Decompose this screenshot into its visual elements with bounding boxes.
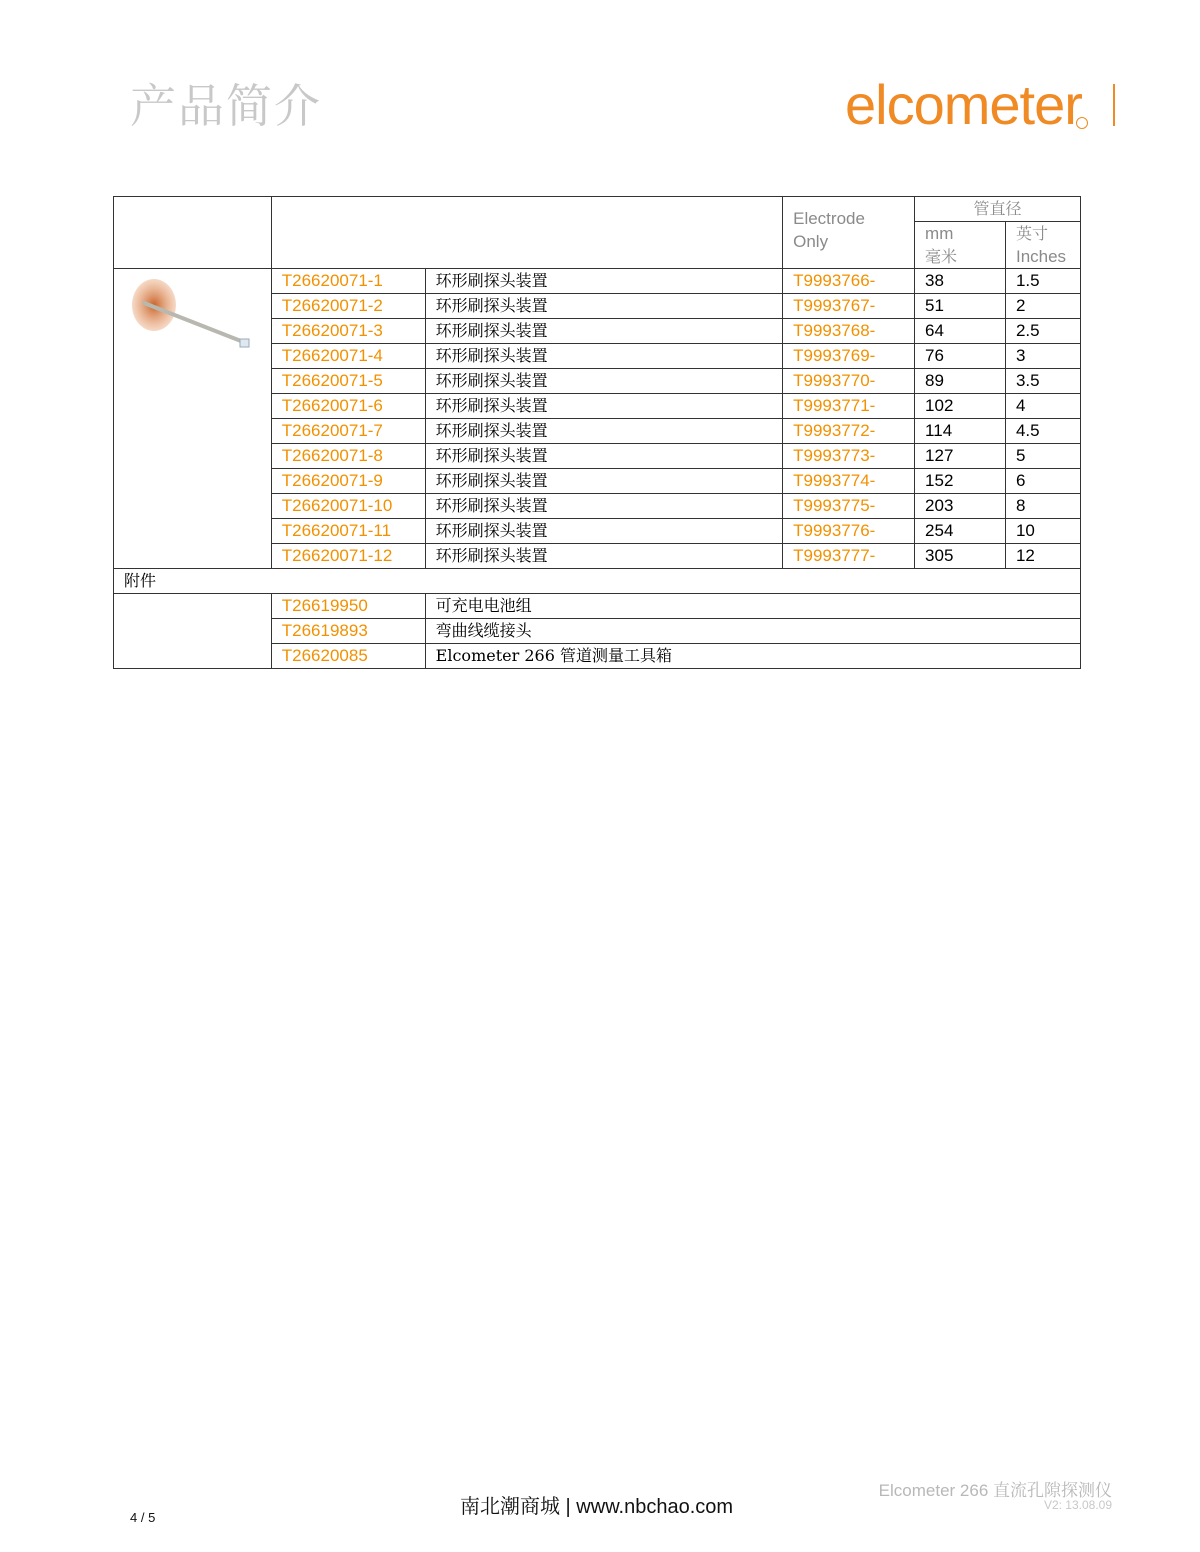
table-row xyxy=(114,269,1081,294)
accessory-part-number: T26620085 xyxy=(271,644,425,669)
electrode-number: T9993772- xyxy=(783,419,915,444)
diameter-mm: 127 xyxy=(915,444,1006,469)
diameter-inches: 2.5 xyxy=(1005,319,1080,344)
header-pipe-diameter: 管直径 xyxy=(915,197,1081,222)
diameter-inches: 12 xyxy=(1005,544,1080,569)
electrode-number: T9993771- xyxy=(783,394,915,419)
part-number: T26620071-6 xyxy=(271,394,425,419)
part-description: 环形刷探头装置 xyxy=(425,269,782,294)
accessories-heading: 附件 xyxy=(114,569,1081,594)
part-description: 环形刷探头装置 xyxy=(425,469,782,494)
accessory-rows xyxy=(114,594,1081,669)
accessory-row xyxy=(114,594,1081,619)
diameter-inches: 4 xyxy=(1005,394,1080,419)
header-inches-cn: 英寸 xyxy=(1015,224,1048,243)
diameter-mm: 51 xyxy=(915,294,1006,319)
part-description: 环形刷探头装置 xyxy=(425,294,782,319)
header-inches xyxy=(1005,222,1080,269)
diameter-inches: 2 xyxy=(1005,294,1080,319)
diameter-inches: 6 xyxy=(1005,469,1080,494)
accessory-description: 可充电电池组 xyxy=(425,594,1080,619)
diameter-mm: 254 xyxy=(915,519,1006,544)
logo-bar xyxy=(1113,84,1115,126)
diameter-mm: 76 xyxy=(915,344,1006,369)
ring-brush-probe-icon xyxy=(124,275,254,355)
part-number: T26620071-1 xyxy=(271,269,425,294)
electrode-number: T9993777- xyxy=(783,544,915,569)
part-description: 环形刷探头装置 xyxy=(425,319,782,344)
electrode-number: T9993770- xyxy=(783,369,915,394)
header-blank-desc-col xyxy=(271,197,782,269)
part-description: 环形刷探头装置 xyxy=(425,369,782,394)
accessory-part-number: T26619950 xyxy=(271,594,425,619)
diameter-inches: 8 xyxy=(1005,494,1080,519)
accessory-description: 弯曲线缆接头 xyxy=(425,619,1080,644)
part-number: T26620071-2 xyxy=(271,294,425,319)
diameter-inches: 5 xyxy=(1005,444,1080,469)
part-description: 环形刷探头装置 xyxy=(425,544,782,569)
header-electrode-only: Electrode Only xyxy=(783,197,915,269)
part-number: T26620071-11 xyxy=(271,519,425,544)
electrode-number: T9993775- xyxy=(783,494,915,519)
diameter-mm: 89 xyxy=(915,369,1006,394)
electrode-number: T9993767- xyxy=(783,294,915,319)
product-image xyxy=(114,269,272,569)
part-number: T26620071-8 xyxy=(271,444,425,469)
accessories-heading-row xyxy=(114,569,1081,594)
part-description: 环形刷探头装置 xyxy=(425,394,782,419)
diameter-mm: 114 xyxy=(915,419,1006,444)
diameter-inches: 3 xyxy=(1005,344,1080,369)
electrode-number: T9993766- xyxy=(783,269,915,294)
part-description: 环形刷探头装置 xyxy=(425,444,782,469)
electrode-number: T9993774- xyxy=(783,469,915,494)
electrode-number: T9993768- xyxy=(783,319,915,344)
part-number: T26620071-12 xyxy=(271,544,425,569)
electrode-number: T9993773- xyxy=(783,444,915,469)
diameter-inches: 10 xyxy=(1005,519,1080,544)
diameter-mm: 305 xyxy=(915,544,1006,569)
header-blank-image-col xyxy=(114,197,272,269)
accessory-part-number: T26619893 xyxy=(271,619,425,644)
elcometer-logo xyxy=(845,72,1088,137)
footer-site: 南北潮商城 | www.nbchao.com xyxy=(460,1496,734,1518)
electrode-number: T9993769- xyxy=(783,344,915,369)
part-number: T26620071-9 xyxy=(271,469,425,494)
part-description: 环形刷探头装置 xyxy=(425,519,782,544)
diameter-inches: 3.5 xyxy=(1005,369,1080,394)
product-rows xyxy=(114,269,1081,569)
registered-mark-icon xyxy=(1076,117,1088,129)
page-number: 4 / 5 xyxy=(130,1510,156,1525)
diameter-mm: 203 xyxy=(915,494,1006,519)
header-mm xyxy=(915,222,1006,269)
diameter-mm: 102 xyxy=(915,394,1006,419)
electrode-number: T9993776- xyxy=(783,519,915,544)
logo-text: elcometer xyxy=(845,73,1082,136)
part-description: 环形刷探头装置 xyxy=(425,344,782,369)
part-number: T26620071-5 xyxy=(271,369,425,394)
footer-product-title: Elcometer 266 直流孔隙探测仪 xyxy=(878,1481,1112,1500)
header-inches-en: Inches xyxy=(1015,247,1067,266)
part-number: T26620071-7 xyxy=(271,419,425,444)
footer-version: V2: 13.08.09 xyxy=(1043,1498,1112,1512)
product-table xyxy=(113,196,1081,669)
diameter-mm: 152 xyxy=(915,469,1006,494)
part-description: 环形刷探头装置 xyxy=(425,494,782,519)
header-mm-cn: 毫米 xyxy=(925,247,958,266)
diameter-inches: 1.5 xyxy=(1005,269,1080,294)
part-number: T26620071-10 xyxy=(271,494,425,519)
header-mm-en: mm xyxy=(925,224,954,243)
diameter-inches: 4.5 xyxy=(1005,419,1080,444)
table-header-row xyxy=(114,197,1081,222)
page-title: 产品简介 xyxy=(130,79,322,133)
part-number: T26620071-4 xyxy=(271,344,425,369)
accessory-description: Elcometer 266 管道测量工具箱 xyxy=(425,644,1080,669)
diameter-mm: 64 xyxy=(915,319,1006,344)
accessory-blank-cell xyxy=(114,594,272,669)
diameter-mm: 38 xyxy=(915,269,1006,294)
part-number: T26620071-3 xyxy=(271,319,425,344)
part-description: 环形刷探头装置 xyxy=(425,419,782,444)
